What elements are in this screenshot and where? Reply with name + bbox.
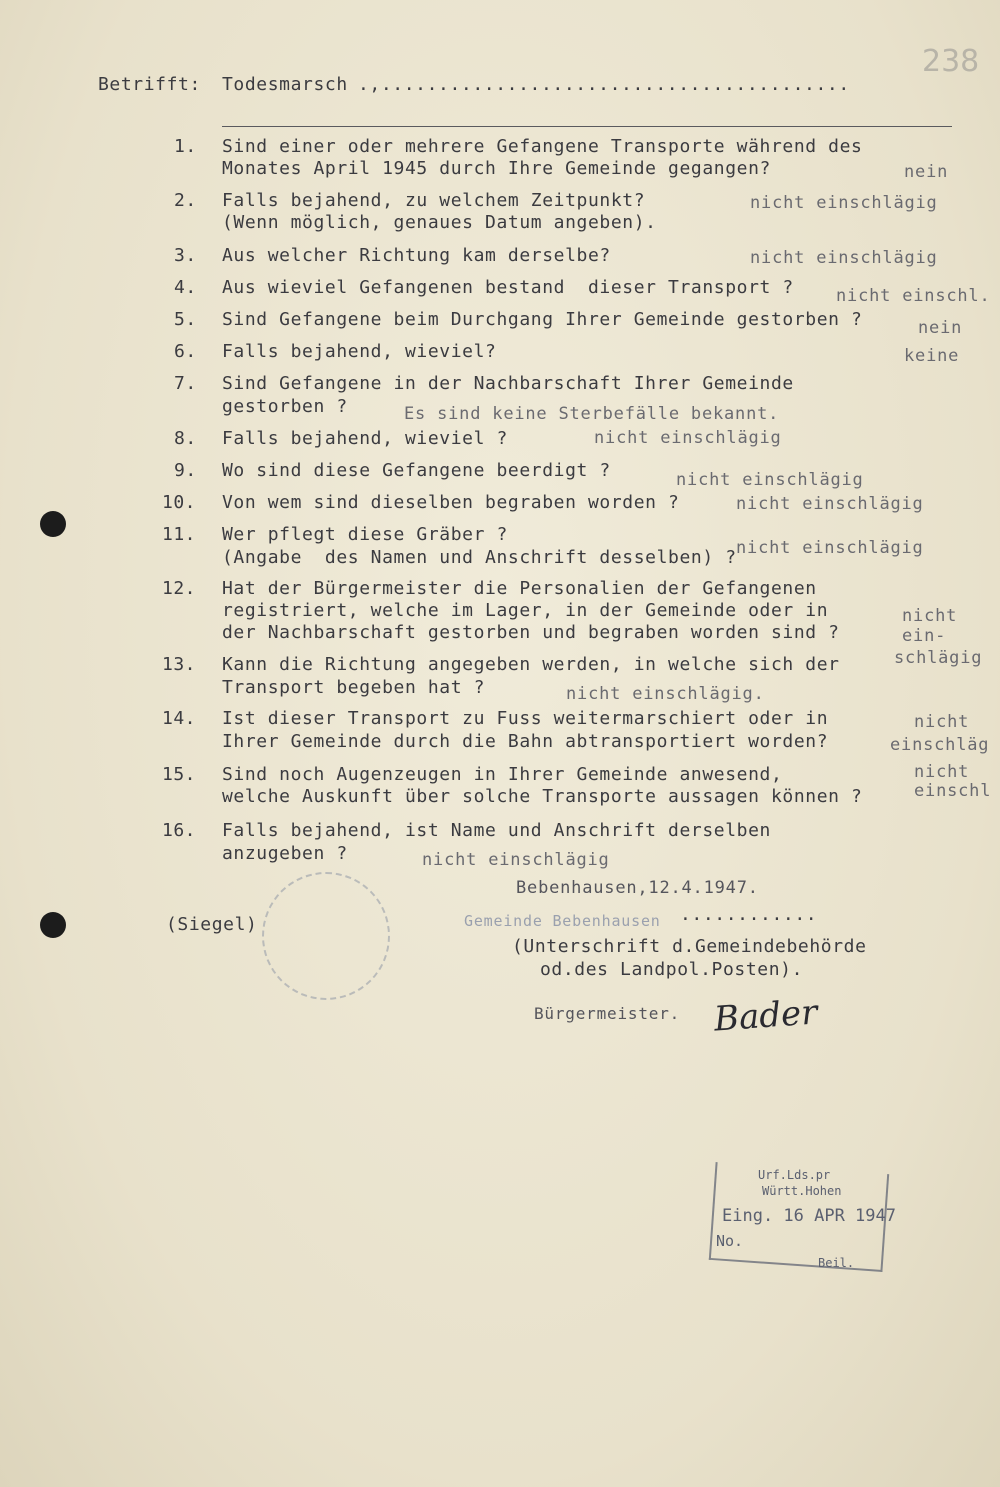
question-text: (Angabe des Namen und Anschrift desselben) ? bbox=[222, 547, 737, 568]
question-text: Sind einer oder mehrere Gefangene Transporte während des bbox=[222, 136, 863, 157]
answer-text: nicht einschlägig bbox=[594, 428, 782, 448]
question-number: 10. bbox=[162, 492, 197, 513]
question-number: 9. bbox=[174, 460, 197, 481]
question-text: anzugeben ? bbox=[222, 843, 348, 864]
received-stamp-text: Urf.Lds.pr bbox=[758, 1168, 831, 1182]
punch-hole-top bbox=[40, 511, 66, 537]
question-text: Sind Gefangene in der Nachbarschaft Ihrer Gemeinde bbox=[222, 373, 794, 394]
question-text: (Wenn möglich, genaues Datum angeben). bbox=[222, 212, 657, 233]
question-text: Wer pflegt diese Gräber ? bbox=[222, 524, 508, 545]
official-seal-stamp bbox=[262, 872, 390, 1000]
question-text: registriert, welche im Lager, in der Gemeinde oder in bbox=[222, 600, 829, 621]
answer-text: nicht bbox=[902, 606, 958, 626]
question-number: 7. bbox=[174, 373, 197, 394]
answer-text: einschl bbox=[914, 781, 992, 801]
question-number: 14. bbox=[162, 708, 197, 729]
question-number: 6. bbox=[174, 341, 197, 362]
signature-caption: (Unterschrift d.Gemeindebehörde bbox=[512, 936, 867, 957]
answer-text: nicht einschlägig. bbox=[566, 684, 765, 704]
subject-title: Todesmarsch bbox=[222, 74, 348, 95]
question-text: Hat der Bürgermeister die Personalien der Gefangenen bbox=[222, 578, 817, 599]
answer-text: ein- bbox=[902, 626, 947, 646]
answer-text: schlägig bbox=[894, 648, 983, 668]
answer-text: nicht einschlägig bbox=[676, 470, 864, 490]
received-stamp-text: Beil. bbox=[818, 1256, 855, 1270]
question-text: Von wem sind dieselben begraben worden ? bbox=[222, 492, 680, 513]
answer-text: nicht einschlägig bbox=[736, 538, 924, 558]
question-number: 3. bbox=[174, 245, 197, 266]
received-stamp-text: No. bbox=[716, 1232, 744, 1250]
subject-underline bbox=[222, 126, 952, 127]
question-text: Ist dieser Transport zu Fuss weitermarschiert oder in bbox=[222, 708, 829, 729]
page-number: 238 bbox=[922, 44, 980, 79]
question-number: 11. bbox=[162, 524, 197, 545]
question-text: Wo sind diese Gefangene beerdigt ? bbox=[222, 460, 611, 481]
question-text: Kann die Richtung angegeben werden, in welche sich der bbox=[222, 654, 840, 675]
subject-label: Betrifft: bbox=[98, 74, 201, 95]
question-text: welche Auskunft über solche Transporte aussagen können ? bbox=[222, 786, 863, 807]
answer-text: nicht einschlägig bbox=[422, 850, 610, 870]
answer-text: nicht bbox=[914, 712, 970, 732]
question-text: Sind noch Augenzeugen in Ihrer Gemeinde anwesend, bbox=[222, 764, 783, 785]
question-text: Aus welcher Richtung kam derselbe? bbox=[222, 245, 611, 266]
question-number: 16. bbox=[162, 820, 197, 841]
answer-text: keine bbox=[904, 346, 960, 366]
question-number: 5. bbox=[174, 309, 197, 330]
subject-dots: .,......................................... bbox=[358, 74, 850, 95]
signature-caption: od.des Landpol.Posten). bbox=[540, 959, 804, 980]
received-stamp-date: Eing. 16 APR 1947 bbox=[722, 1206, 896, 1226]
question-text: Ihrer Gemeinde durch die Bahn abtransportiert worden? bbox=[222, 731, 829, 752]
question-number: 2. bbox=[174, 190, 197, 211]
answer-text: nein bbox=[918, 318, 963, 338]
question-number: 12. bbox=[162, 578, 197, 599]
question-text: Falls bejahend, ist Name und Anschrift derselben bbox=[222, 820, 771, 841]
mayor-label: Bürgermeister. bbox=[534, 1004, 681, 1023]
question-text: Aus wieviel Gefangenen bestand dieser Transport ? bbox=[222, 277, 794, 298]
received-stamp-text: Württ.Hohen bbox=[762, 1184, 842, 1198]
mayor-signature: Bader bbox=[712, 992, 819, 1040]
question-text: Monates April 1945 durch Ihre Gemeinde gegangen? bbox=[222, 158, 771, 179]
municipality-stamp: Gemeinde Bebenhausen bbox=[464, 912, 661, 930]
question-text: Falls bejahend, wieviel ? bbox=[222, 428, 508, 449]
question-number: 15. bbox=[162, 764, 197, 785]
question-text: Falls bejahend, zu welchem Zeitpunkt? bbox=[222, 190, 646, 211]
question-text: der Nachbarschaft gestorben und begraben worden sind ? bbox=[222, 622, 840, 643]
answer-text: nicht einschlägig bbox=[736, 494, 924, 514]
question-number: 8. bbox=[174, 428, 197, 449]
answer-text: Es sind keine Sterbefälle bekannt. bbox=[404, 404, 780, 424]
answer-text: nicht einschl. bbox=[836, 286, 991, 306]
question-text: Falls bejahend, wieviel? bbox=[222, 341, 497, 362]
question-text: Transport begeben hat ? bbox=[222, 677, 486, 698]
answer-text: nicht bbox=[914, 762, 970, 782]
question-number: 1. bbox=[174, 136, 197, 157]
answer-text: nicht einschlägig bbox=[750, 248, 938, 268]
question-text: Sind Gefangene beim Durchgang Ihrer Gemeinde gestorben ? bbox=[222, 309, 863, 330]
seal-label: (Siegel) bbox=[166, 914, 258, 935]
signature-dots: ............ bbox=[680, 904, 818, 925]
punch-hole-bottom bbox=[40, 912, 66, 938]
question-number: 13. bbox=[162, 654, 197, 675]
question-text: gestorben ? bbox=[222, 396, 348, 417]
place-date: Bebenhausen,12.4.1947. bbox=[516, 878, 759, 898]
question-number: 4. bbox=[174, 277, 197, 298]
answer-text: einschläg bbox=[890, 735, 990, 755]
answer-text: nicht einschlägig bbox=[750, 193, 938, 213]
answer-text: nein bbox=[904, 162, 949, 182]
